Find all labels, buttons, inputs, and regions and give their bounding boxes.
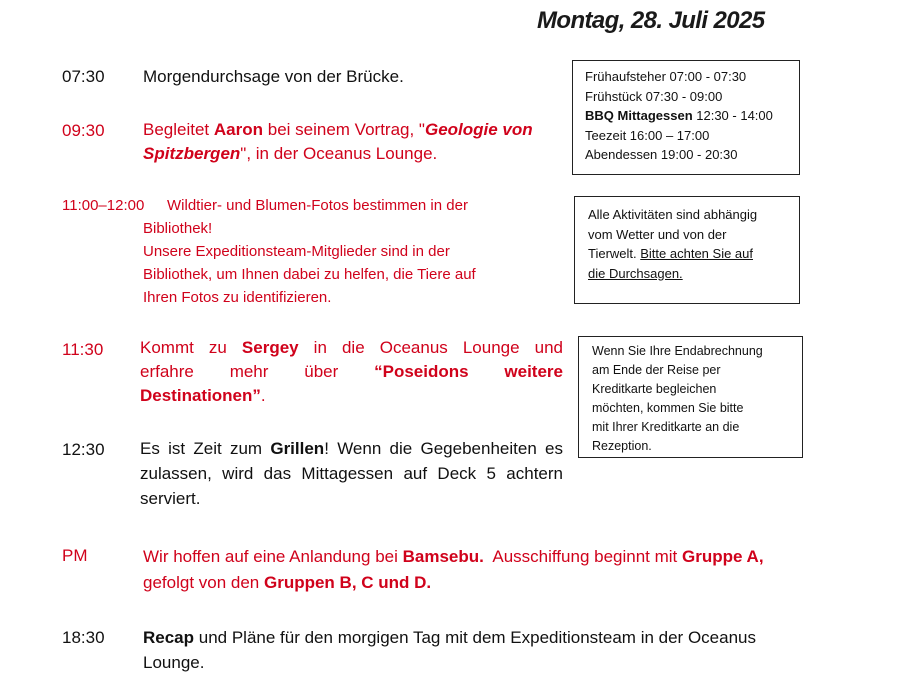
entry-pm-line1: Wir hoffen auf eine Anlandung bei Bamsebu. Ausschiffung beginnt mit Gruppe A, [143,547,764,566]
time-1830: 18:30 [62,628,105,647]
talk-title-part2: Destinationen” [140,386,261,405]
entry-1100-line2: Bibliothek! [143,220,213,237]
time-1230: 12:30 [62,440,105,459]
entry-0930-text-1: Begleitet [143,120,214,139]
entry-0930-text-2: bei seinem Vortrag, " [263,120,425,139]
entry-1100-line1: Wildtier- und Blumen-Fotos bestimmen in der [167,197,468,214]
entry-0930 [143,118,563,166]
groups-bcd: Gruppen B, C und D. [263,573,432,592]
time-pm: PM [62,546,88,565]
entry-1130 [140,336,563,408]
payment-line5: mit Ihrer Kreditkarte an die [592,420,740,434]
entry-1830 [143,625,823,675]
grillen-word: Grillen [270,439,325,458]
entry-1830-line2: Lounge. [143,653,205,672]
entry-1230-line1: Es ist Zeit zum Grillen! Wenn die Gegebenheiten es [140,439,563,458]
page-date: Montag, 28. Juli 2025 [537,7,765,34]
entry-1230-line3: serviert. [140,489,201,508]
payment-line1: Wenn Sie Ihre Endabrechnung [592,344,763,358]
entry-1100-line5: Ihren Fotos zu identifizieren. [143,289,332,306]
payment-line3: Kreditkarte begleichen [592,382,717,396]
weather-line1: Alle Aktivitäten sind abhängig [588,207,758,222]
speaker-aaron: Aaron [213,120,264,139]
speaker-sergey: Sergey [241,338,299,357]
lecture-title-part1: Geologie von [424,120,533,139]
meal-breakfast: Frühstück 07:30 - 09:00 [585,88,723,104]
lecture-title-part2: Spitzbergen [143,144,241,163]
payment-notice-box [578,336,803,458]
payment-line6: Rezeption. [592,439,652,453]
payment-line2: am Ende der Reise per [592,363,721,377]
time-1100: 11:00–12:00 [62,197,145,214]
payment-line4: möchten, kommen Sie bitte [592,401,744,415]
entry-0930-text-3: ", in der Oceanus Lounge. [240,144,438,163]
weather-line3: Tierwelt. Bitte achten Sie auf [588,246,753,261]
meal-early-risers: Frühaufsteher 07:00 - 07:30 [585,69,747,84]
entry-1130-line1: Kommt zu Sergey in die Oceanus Lounge und [140,338,563,357]
entry-1100-line3: Unsere Expeditionsteam-Mitglieder sind in der [143,243,450,260]
weather-notice-box [574,196,800,304]
time-0730: 07:30 [62,67,105,86]
time-1130: 11:30 [62,340,104,359]
meal-bbq-lunch: BBQ Mittagessen 12:30 - 14:00 [585,108,773,123]
meal-dinner: Abendessen 19:00 - 20:30 [585,147,738,162]
entry-pm-line2: gefolgt von den Gruppen B, C und D. [143,573,432,592]
entry-0730-text: Morgendurchsage von der Brücke. [143,67,404,86]
group-a: Gruppe A, [682,547,764,566]
weather-line2: vom Wetter und von der [588,226,727,242]
entry-1830-line1: Recap und Pläne für den morgigen Tag mit dem Expeditionsteam in der Oceanus [143,628,756,647]
entry-1100-line4: Bibliothek, um Ihnen dabei zu helfen, die Tiere auf [143,266,476,283]
weather-line4: die Durchsagen. [588,265,683,281]
recap-word: Recap [143,628,195,647]
entry-pm [143,544,823,596]
entry-1100-body [143,217,543,309]
talk-title-part1: “Poseidons weitere [374,362,563,381]
time-0930: 09:30 [62,121,105,140]
entry-1230-line2: zulassen, wird das Mittagessen auf Deck 5 achtern [140,464,563,483]
entry-1130-line3: Destinationen”. [140,386,266,405]
entry-1230 [140,436,563,511]
meal-teatime: Teezeit 16:00 – 17:00 [585,127,710,143]
meal-times-box [572,60,800,175]
landing-bamsebu: Bamsebu. [402,547,484,566]
entry-1130-line2: erfahre mehr über “Poseidons weitere [140,362,563,381]
